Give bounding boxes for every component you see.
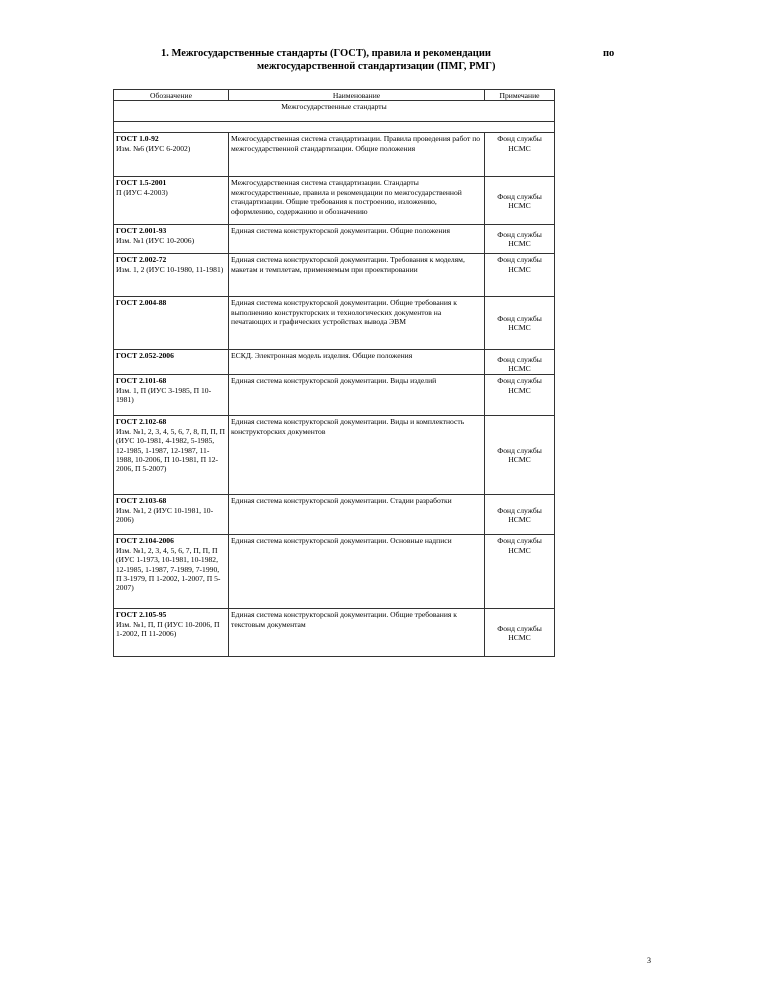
standard-name: Единая система конструкторской документации. Основные надписи (229, 535, 485, 609)
standard-code: ГОСТ 2.104-2006 (116, 536, 174, 546)
note-cell: Фонд службы НСМС (485, 350, 555, 375)
note-cell: Фонд службы НСМС (485, 254, 555, 297)
standard-code: ГОСТ 2.103-68 (116, 496, 167, 506)
table-header-row (114, 90, 555, 101)
spacer-cell (114, 122, 555, 133)
note-cell: Фонд службы НСМС (485, 375, 555, 416)
standard-name: ЕСКД. Электронная модель изделия. Общие положения (229, 350, 485, 375)
designation-cell (114, 609, 229, 657)
standard-code: ГОСТ 2.101-68 (116, 376, 167, 386)
note-cell: Фонд службы НСМС (485, 495, 555, 535)
standard-name: Единая система конструкторской документации. Общие требования к текстовым документам (229, 609, 485, 657)
table-row (114, 495, 555, 535)
amendment-details: Изм. №6 (ИУС 6-2002) (116, 143, 191, 153)
amendment-details: Изм. №1, 2 (ИУС 10-1981, 10-2006) (116, 505, 214, 525)
designation-cell (114, 495, 229, 535)
note-cell: Фонд службы НСМС (485, 177, 555, 225)
standard-code: ГОСТ 2.002-72 (116, 255, 167, 265)
header-note: Примечание (485, 90, 555, 101)
table-row (114, 225, 555, 254)
standards-table (113, 89, 555, 657)
standard-name: Единая система конструкторской документации. Виды изделий (229, 375, 485, 416)
section-row (114, 101, 555, 122)
page-number: 3 (647, 956, 651, 965)
note-cell: Фонд службы НСМС (485, 416, 555, 495)
spacer-row (114, 122, 555, 133)
standard-name: Единая система конструкторской документации. Общие положения (229, 225, 485, 254)
table-row (114, 416, 555, 495)
note-cell: Фонд службы НСМС (485, 225, 555, 254)
designation-cell (114, 225, 229, 254)
note-cell: Фонд службы НСМС (485, 297, 555, 350)
standard-code: ГОСТ 2.052-2006 (116, 351, 174, 361)
standard-name: Межгосударственная система стандартизации. Правила проведения работ по межгосударственной стандартизации. Общие положения (229, 133, 485, 177)
note-cell: Фонд службы НСМС (485, 133, 555, 177)
standard-name: Единая система конструкторской документации. Стадии разработки (229, 495, 485, 535)
amendment-details: Изм. №1 (ИУС 10-2006) (116, 235, 195, 245)
header-designation: Обозначение (114, 90, 229, 101)
designation-cell (114, 177, 229, 225)
designation-cell (114, 350, 229, 375)
designation-cell (114, 535, 229, 609)
standard-code: ГОСТ 2.001-93 (116, 226, 167, 236)
designation-cell (114, 254, 229, 297)
designation-cell (114, 297, 229, 350)
standard-code: ГОСТ 1.0-92 (116, 134, 159, 144)
amendment-details: Изм. 1, 2 (ИУС 10-1980, 11-1981) (116, 264, 224, 274)
table-row (114, 133, 555, 177)
standard-name: Единая система конструкторской документации. Требования к моделям, макетам и темплетам, применяемым при проектировании (229, 254, 485, 297)
standard-code: ГОСТ 2.004-88 (116, 298, 167, 308)
amendment-details: Изм. 1, П (ИУС 3-1985, П 10-1981) (116, 385, 212, 405)
table-row (114, 177, 555, 225)
standard-code: ГОСТ 1.5-2001 (116, 178, 167, 188)
designation-cell (114, 416, 229, 495)
standard-name: Единая система конструкторской документации. Общие требования к выполнению конструкторских и технологических документов на печатающих и графических устройствах вывода ЭВМ (229, 297, 485, 350)
amendment-details: Изм. №1, 2, 3, 4, 5, 6, 7, П, П, П (ИУС 1-1973, 10-1981, 10-1982, 12-1985, 1-1987, 7-1989, 7-1990, П 3-1979, П 1-2002, 1-2007, П 5-2007) (116, 545, 221, 593)
note-cell: Фонд службы НСМС (485, 609, 555, 657)
header-name: Наименование (229, 90, 485, 101)
table-row (114, 535, 555, 609)
heading-line-1: 1. Межгосударственные стандарты (ГОСТ), правила и рекомендации (161, 48, 491, 59)
table-row (114, 297, 555, 350)
heading-word-po: по (603, 48, 615, 59)
table-row (114, 254, 555, 297)
note-cell: Фонд службы НСМС (485, 535, 555, 609)
standard-name: Единая система конструкторской документации. Виды и комплектность конструкторских документов (229, 416, 485, 495)
standard-code: ГОСТ 2.105-95 (116, 610, 167, 620)
table-row (114, 609, 555, 657)
table-row (114, 375, 555, 416)
amendment-details: Изм. №1, 2, 3, 4, 5, 6, 7, 8, П, П, П (ИУС 10-1981, 4-1982, 5-1985, 12-1985, 1-1987, 12-1987, 11-1988, 10-2006, П 10-1981, П 12-2006, П 5-2007) (116, 426, 226, 474)
heading-line-2: межгосударственной стандартизации (ПМГ, РМГ) (257, 61, 496, 72)
designation-cell (114, 133, 229, 177)
standard-code: ГОСТ 2.102-68 (116, 417, 167, 427)
table-row (114, 350, 555, 375)
standard-name: Межгосударственная система стандартизации. Стандарты межгосударственные, правила и рекомендации по межгосударственной стандартизации. Общие требования к построению, изложению, оформлению, содержанию и обозначению (229, 177, 485, 225)
amendment-details: П (ИУС 4-2003) (116, 187, 168, 197)
section-title: Межгосударственные стандарты (114, 101, 555, 122)
amendment-details: Изм. №1, П, П (ИУС 10-2006, П 1-2002, П 11-2006) (116, 619, 220, 639)
designation-cell (114, 375, 229, 416)
